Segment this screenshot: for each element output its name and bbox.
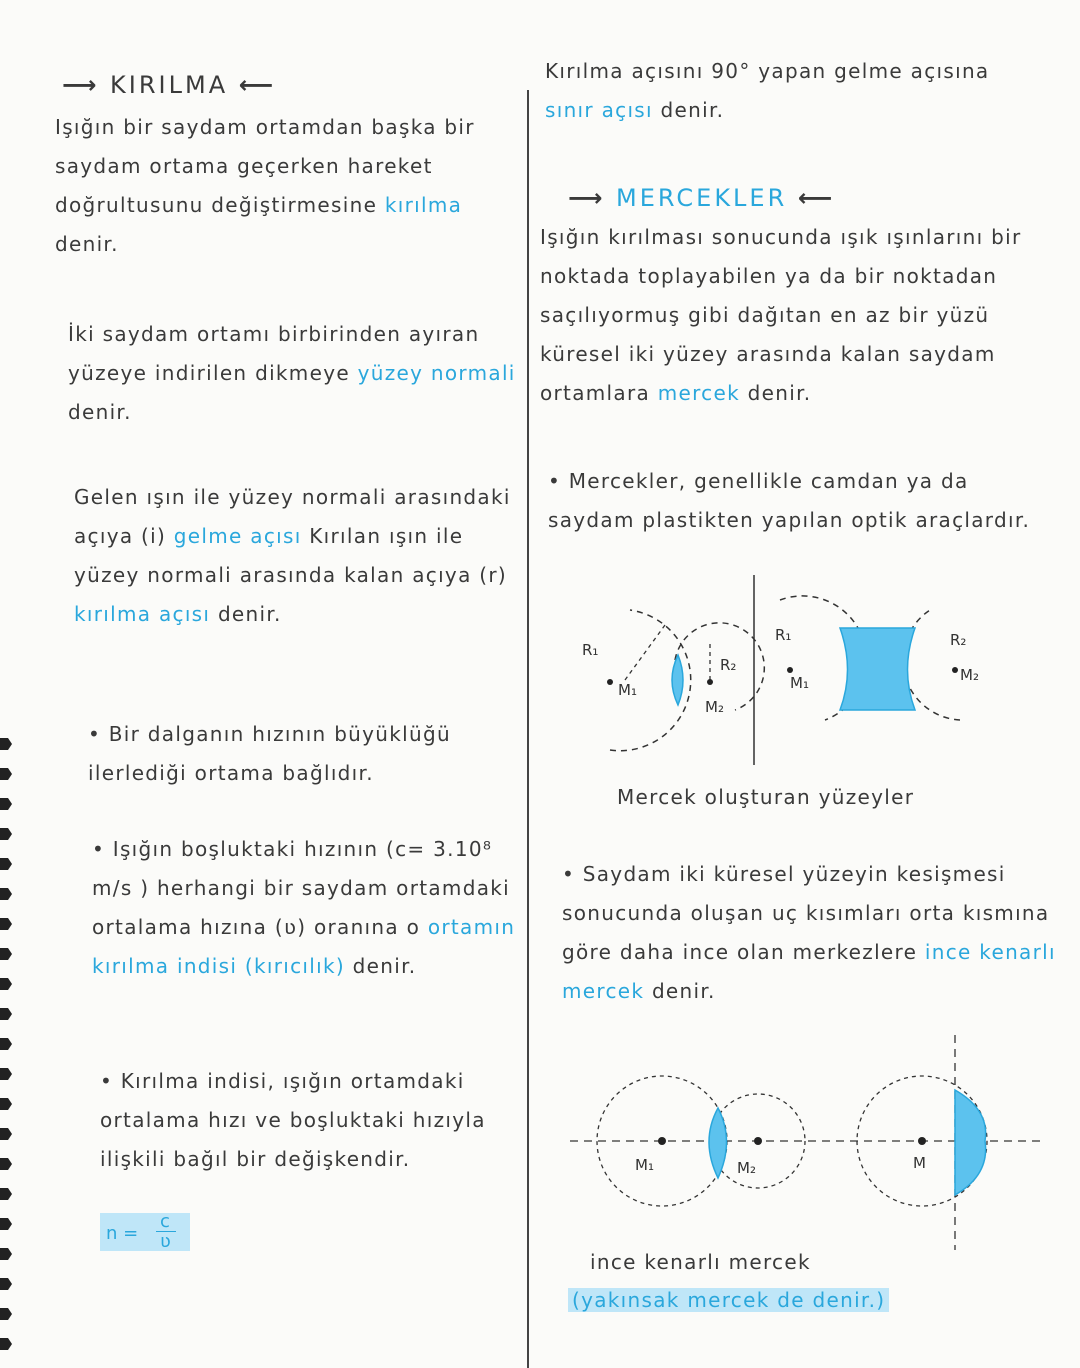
bullet-mercek-malzeme: • Mercekler, genellikle camdan ya da saydam plastikten yapılan optik araçlardır. — [548, 469, 1031, 532]
formula-n-equals-c-over-v — [100, 1213, 190, 1251]
term-gelme-acisi: gelme açısı — [173, 524, 302, 548]
center-m2-dot — [754, 1137, 762, 1145]
lens-intersection-shape — [709, 1108, 727, 1178]
bullet-ince-kenarli: • Saydam iki küresel yüzeyin kesişmesi sonucunda oluşan uç kısımları orta kısmına göre daha ince olan merkezlere ince kenarlı mercek denir. — [562, 862, 1056, 1003]
label-r1b: R₁ — [775, 626, 792, 644]
label-r2b: R₂ — [950, 631, 967, 649]
center-m1-dot — [658, 1137, 666, 1145]
lens-planoconvex-shape — [955, 1090, 986, 1195]
arrow-left-icon: ⟵ — [797, 184, 836, 212]
center-m2b-dot — [952, 667, 958, 673]
bullet-kirilma-indisi: • Işığın boşluktaki hızının (c= 3.10⁸ m/s ) herhangi bir saydam ortamdaki ortalama hızına (ʋ) oranına o ortamın kırılma indisi (kırıcılık) denir. — [92, 837, 516, 978]
term-mercek: mercek — [657, 381, 740, 405]
label-m1: M₁ — [635, 1156, 654, 1174]
bullet-dalga-hizi: • Bir dalganın hızının büyüklüğü ilerlediği ortama bağlıdır. — [88, 722, 451, 785]
paragraph-yuzey-normali: İki saydam ortamı birbirinden ayıran yüzeye indirilen dikmeye yüzey normali denir. — [68, 322, 516, 424]
label-m: M — [913, 1154, 926, 1172]
formula-denominator: ʋ — [160, 1231, 171, 1252]
figure-mercek-yuzeyler — [570, 570, 990, 770]
center-m1-dot — [607, 679, 613, 685]
label-m1: M₁ — [618, 681, 637, 699]
arrow-right-icon: ⟶ — [568, 184, 606, 212]
center-m-dot — [918, 1137, 926, 1145]
term-sinir-acisi: sınır açısı — [545, 98, 653, 122]
figure-ince-kenarli-mercek — [565, 1030, 1045, 1260]
paragraph-acilar: Gelen ışın ile yüzey normali arasındaki açıya (i) gelme açısı Kırılan ışın ile yüzey normali arasında kalan açıya (r) kırılma açısı denir. — [74, 485, 511, 626]
radius-r1-line — [625, 625, 665, 680]
term-ince-kenarli-mercek: ince kenarlı mercek — [562, 940, 1056, 1003]
label-m2: M₂ — [737, 1159, 756, 1177]
center-m2-dot — [707, 679, 713, 685]
section-title-mercekler: ⟶ MERCEKLER ⟵ — [568, 184, 836, 212]
figure2-caption: ince kenarlı mercek — [590, 1250, 811, 1274]
label-r1: R₁ — [582, 641, 599, 659]
formula-n: n = — [106, 1223, 139, 1244]
spiral-binding — [0, 0, 14, 1368]
term-yuzey-normali: yüzey normali — [357, 361, 516, 385]
label-m2b: M₂ — [960, 666, 979, 684]
paragraph-kirilma-definition: Işığın bir saydam ortamdan başka bir saydam ortama geçerken hareket doğrultusunu değiştirmesine kırılma denir. — [55, 115, 475, 256]
term-kirilma-acisi: kırılma açısı — [74, 602, 211, 626]
bullet-bagil-degisken: • Kırılma indisi, ışığın ortamdaki ortalama hızı ve boşluktaki hızıyla ilişkili bağıl bir değişkendir. — [100, 1069, 486, 1171]
term-kirilma: kırılma — [384, 193, 463, 217]
arrow-left-icon: ⟵ — [238, 71, 277, 99]
label-r2: R₂ — [720, 656, 737, 674]
section-title-kirilma: ⟶ KIRILMA ⟵ — [62, 71, 277, 99]
term-kirilma-indisi: ortamın kırılma indisi (kırıcılık) — [92, 915, 516, 978]
arrow-right-icon: ⟶ — [62, 71, 100, 99]
formula-numerator: c — [160, 1211, 170, 1232]
paragraph-mercek-definition: Işığın kırılması sonucunda ışık ışınlarını bir noktada toplayabilen ya da bir noktadan saçılıyormuş gibi dağıtan en az bir yüzü küresel iki yüzey arasında kalan saydam ortamlara mercek denir. — [540, 225, 1022, 405]
label-m1b: M₁ — [790, 674, 809, 692]
lens-concave-shape — [840, 628, 915, 710]
label-m2: M₂ — [705, 698, 724, 716]
yakinsak-note: (yakınsak mercek de denir.) — [568, 1288, 889, 1312]
paragraph-sinir-acisi: Kırılma açısını 90° yapan gelme açısına sınır açısı denir. — [545, 59, 990, 122]
center-m1b-dot — [787, 667, 793, 673]
figure1-caption: Mercek oluşturan yüzeyler — [617, 785, 915, 809]
lens-convex-shape — [672, 655, 683, 705]
